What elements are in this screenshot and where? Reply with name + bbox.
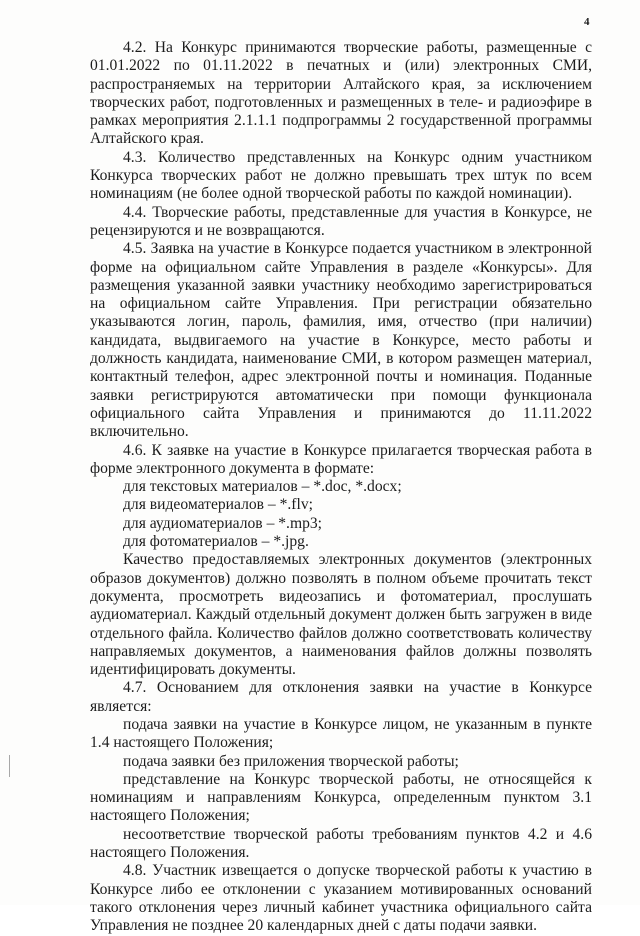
paragraph-quality: Качество предоставляемых электронных документов (электронных образов документов) должно позволять в полном объеме прочитать текст документа, просмотреть видеозапись и фотоматериал, прослушать аудиоматериал. Каждый отдельный документ должен быть загружен в виде отдельного файла. Количество файлов должно соответствовать количеству направляемых документов, а наименования файлов должны позволять идентифицировать документы.	[90, 551, 592, 679]
paragraph-4-4: 4.4. Творческие работы, представленные для участия в Конкурсе, не рецензируются и не возвращаются.	[90, 203, 592, 239]
rejection-reason-1: подача заявки на участие в Конкурсе лицом, не указанным в пункте 1.4 настоящего Положения;	[90, 715, 592, 752]
rejection-reason-4: несоответствие творческой работы требованиям пунктов 4.2 и 4.6 настоящего Положения.	[90, 825, 592, 862]
paragraph-4-3: 4.3. Количество представленных на Конкурс одним участником Конкурса творческих работ не должно превышать трех штук по всем номинациям (не более одной творческой работы по каждой номинации).	[90, 148, 592, 203]
rejection-reason-2: подача заявки без приложения творческой работы;	[123, 752, 459, 770]
page-number: 4	[584, 16, 590, 28]
format-video: для видеоматериалов – *.flv;	[123, 496, 313, 514]
paragraph-4-2: 4.2. На Конкурс принимаются творческие работы, размещенные с 01.01.2022 по 01.11.2022 в печатных и (или) электронных СМИ, распространяемых на территории Алтайского края, за исключением творческих работ, подготовленных и размещенных в теле- и радиоэфире в рамках мероприятия 2.1.1.1 подпрограммы 2 государственной программы Алтайского края.	[90, 39, 592, 148]
rejection-reason-3: представление на Конкурс творческой работы, не относящейся к номинациям и направлениям Конкурса, определенным пунктом 3.1 настоящего Положения;	[90, 770, 592, 825]
format-photo: для фотоматериалов – *.jpg.	[123, 533, 309, 551]
paragraph-4-5: 4.5. Заявка на участие в Конкурсе подается участником в электронной форме на официальном сайте Управления в разделе «Конкурсы». Для размещения указанной заявки участнику необходимо зарегистрироваться на официальном сайте Управления. При регистрации обязательно указываются логин, пароль, фамилия, имя, отчество (при наличии) кандидата, выдвигаемого на участие в Конкурсе, место работы и должность кандидата, наименование СМИ, в котором размещен материал, контактный телефон, адрес электронной почты и номинация. Поданные заявки регистрируются автоматически при помощи функционала официального сайта Управления и принимаются до 11.11.2022 включительно.	[90, 240, 592, 441]
document-body	[90, 39, 592, 936]
paragraph-4-8: 4.8. Участник извещается о допуске творческой работы к участию в Конкурсе либо ее отклонении с указанием мотивированных оснований такого отклонения через личный кабинет участника официального сайта Управления не позднее 20 календарных дней с даты подачи заявки.	[90, 862, 592, 935]
file-format-list	[90, 478, 592, 551]
scan-edge-mark	[9, 755, 10, 777]
paragraph-4-7: 4.7. Основанием для отклонения заявки на участие в Конкурсе является:	[90, 679, 592, 715]
format-text: для текстовых материалов – *.doc, *.docx;	[123, 478, 402, 496]
paragraph-4-6: 4.6. К заявке на участие в Конкурсе прилагается творческая работа в форме электронного документа в формате:	[90, 441, 592, 477]
format-audio: для аудиоматериалов – *.mp3;	[123, 514, 323, 532]
